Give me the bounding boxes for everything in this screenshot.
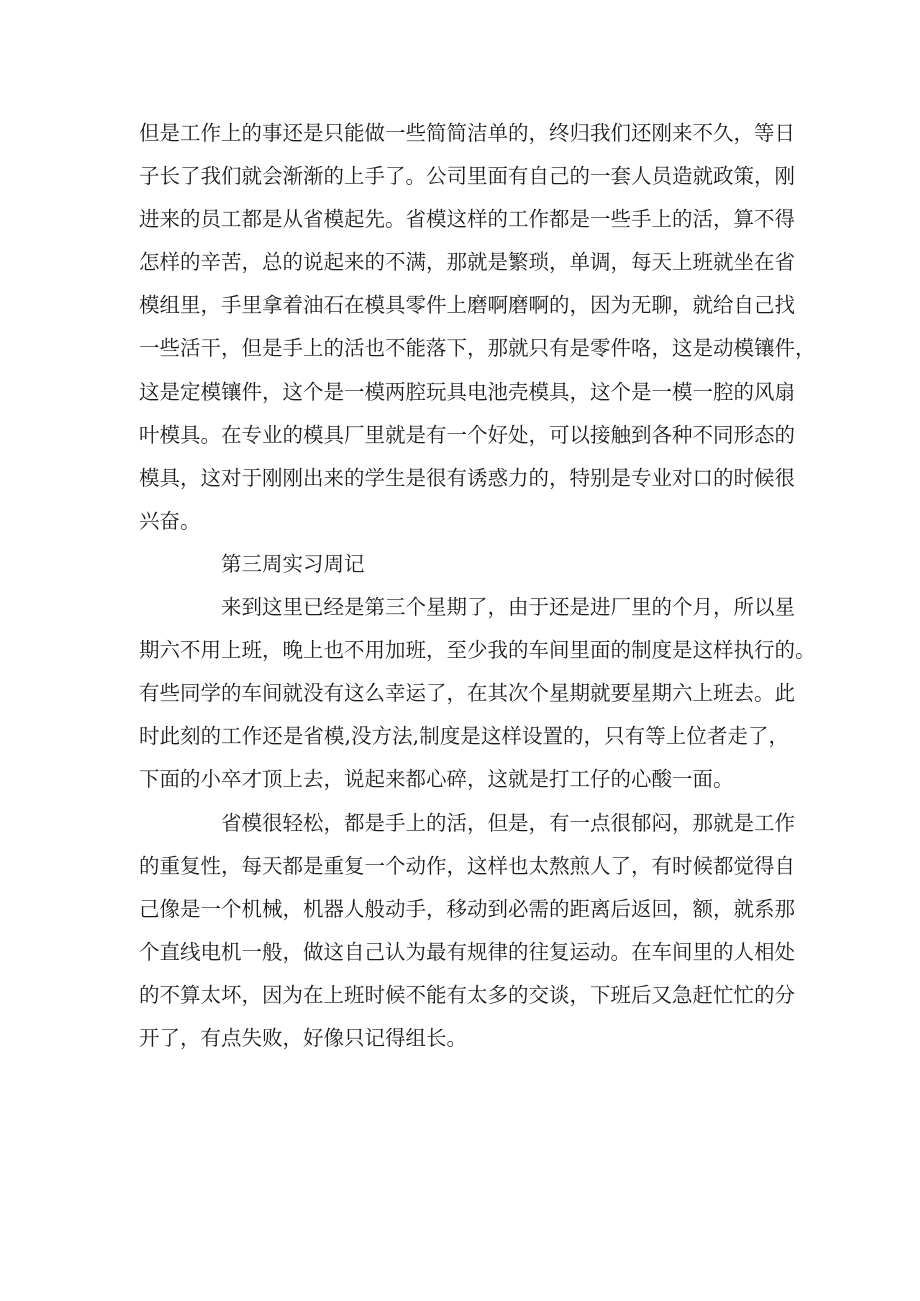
- paragraph-2-line: 有些同学的车间就没有这么幸运了，在其次个星期就要星期六上班去。此: [139, 681, 795, 706]
- paragraph-1-line: 模具，这对于刚刚出来的学生是很有诱惑力的，特别是专业对口的时候很: [139, 465, 795, 490]
- paragraph-1-line: 子长了我们就会渐渐的上手了。公司里面有自己的一套人员造就政策，刚: [139, 164, 795, 189]
- paragraph-3-line: 己像是一个机械，机器人般动手，移动到必需的距离后返回，额，就系那: [139, 896, 795, 921]
- paragraph-1-line: 怎样的辛苦，总的说起来的不满，那就是繁琐，单调，每天上班就坐在省: [139, 250, 795, 275]
- paragraph-2-line: 来到这里已经是第三个星期了，由于还是进厂里的个月，所以星: [221, 595, 795, 620]
- paragraph-1-line: 叶模具。在专业的模具厂里就是有一个好处，可以接触到各种不同形态的: [139, 422, 795, 447]
- paragraph-1-line: 这是定模镶件，这个是一模两腔玩具电池壳模具，这个是一模一腔的风扇: [139, 379, 795, 404]
- paragraph-1-line: 模组里，手里拿着油石在模具零件上磨啊磨啊的，因为无聊，就给自己找: [139, 293, 795, 318]
- paragraph-3-line: 开了，有点失败，好像只记得组长。: [139, 1025, 467, 1050]
- paragraph-1-line: 一些活干，但是手上的活也不能落下，那就只有是零件咯，这是动模镶件，: [139, 336, 816, 361]
- paragraph-1-line: 兴奋。: [139, 508, 201, 533]
- document-body: [139, 112, 816, 1060]
- paragraph-3-line: 省模很轻松，都是手上的活，但是，有一点很郁闷，那就是工作: [221, 810, 795, 835]
- paragraph-2-line: 时此刻的工作还是省模,没方法,制度是这样设置的，只有等上位者走了，: [139, 724, 789, 749]
- paragraph-2-line: 下面的小卒才顶上去，说起来都心碎，这就是打工仔的心酸一面。: [139, 767, 734, 792]
- paragraph-1-line: 进来的员工都是从省模起先。省模这样的工作都是一些手上的活，算不得: [139, 207, 795, 232]
- paragraph-2-line: 期六不用上班，晚上也不用加班，至少我的车间里面的制度是这样执行的。: [139, 638, 816, 663]
- paragraph-3-line: 的不算太坏，因为在上班时候不能有太多的交谈，下班后又急赶忙忙的分: [139, 982, 795, 1007]
- section-heading: 第三周实习周记: [221, 551, 365, 576]
- paragraph-3-line: 个直线电机一般，做这自己认为最有规律的往复运动。在车间里的人相处: [139, 939, 795, 964]
- paragraph-3-line: 的重复性，每天都是重复一个动作，这样也太熬煎人了，有时候都觉得自: [139, 853, 795, 878]
- paragraph-1-line: 但是工作上的事还是只能做一些简简洁单的，终归我们还刚来不久，等日: [139, 121, 795, 145]
